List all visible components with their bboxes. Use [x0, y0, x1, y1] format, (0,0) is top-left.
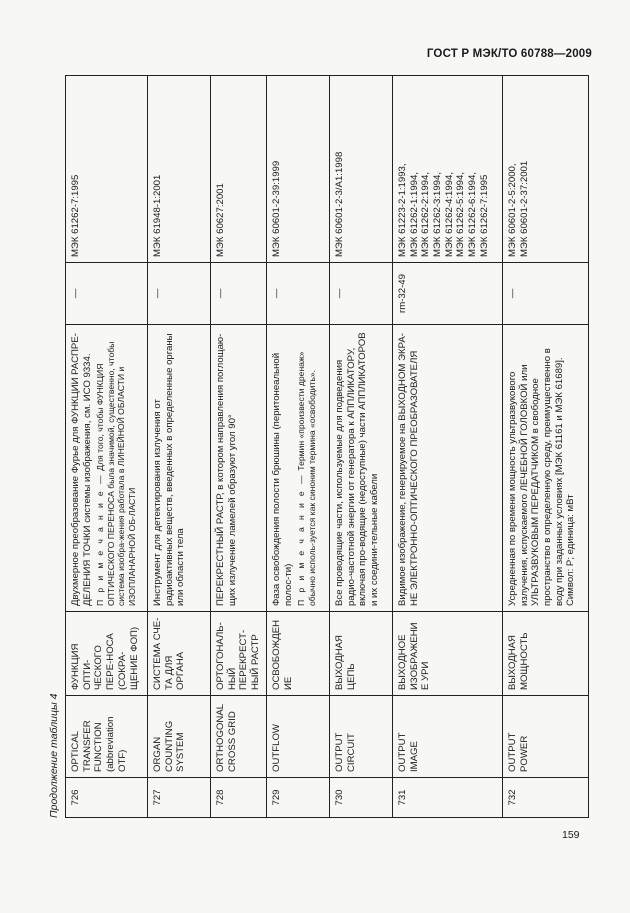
table-caption: Продолжение таблицы 4: [48, 693, 60, 818]
term-standards: [329, 76, 392, 263]
term-definition: [211, 325, 267, 612]
table-row: [329, 76, 392, 818]
term-definition: [66, 325, 148, 612]
standard-ref: МЭК 60601-2-37:2001: [518, 160, 530, 257]
definition-text: Фаза освобождения полости брюшины (перитонеальной полос-ти): [270, 352, 294, 606]
term-reference: —: [502, 263, 588, 325]
term-number: 732: [502, 778, 588, 818]
standard-ref: МЭК 61262-5:1994,: [455, 171, 467, 257]
table-row: [148, 76, 211, 818]
definition-note: [296, 330, 317, 606]
term-standards: [392, 76, 502, 263]
term-english: ORGAN COUNTING SYSTEM: [148, 696, 211, 778]
term-number: 728: [211, 778, 267, 818]
term-reference: rm-32-49: [392, 263, 502, 325]
terms-table-body: [66, 76, 589, 818]
standard-ref: МЭК 60601-2-5:2000,: [506, 163, 518, 257]
table-row: [211, 76, 267, 818]
standard-ref: МЭК 61262-3:1994,: [431, 171, 443, 257]
term-english: ORTHOGONAL CROSS GRID: [211, 696, 267, 778]
standard-ref: МЭК 61262-7:1995: [70, 174, 81, 257]
term-standards: [66, 76, 148, 263]
page-number: 159: [562, 829, 580, 841]
definition-text: Видимое изображение, генерируемое на ВЫХОДНОМ ЭКРА-НЕ ЭЛЕКТРОННО-ОПТИЧЕСКОГО ПРЕОБРАЗОВАТЕЛЯ: [396, 333, 420, 606]
term-reference: —: [329, 263, 392, 325]
table-row: [392, 76, 502, 818]
term-english: OPTICAL TRANSFER FUNCTION (abbreviation OTF): [66, 696, 148, 778]
standard-ref: МЭК 61262-7:1995: [478, 174, 490, 257]
term-number: 730: [329, 778, 392, 818]
term-reference: —: [211, 263, 267, 325]
table-row: [266, 76, 329, 818]
definition-note: [95, 330, 137, 606]
term-number: 727: [148, 778, 211, 818]
term-standards: [148, 76, 211, 263]
definition-text: Все проводящие части, используемые для подведения радио-частотной энергии от генератора к АППЛИКАТОРУ, включая про-водящие (недоступные) части АППЛИКАТОРОВ и их соедини-тельные кабели: [333, 332, 380, 606]
term-russian: ВЫХОДНАЯ МОЩНОСТЬ: [502, 612, 588, 696]
term-standards: [266, 76, 329, 263]
definition-text: Инструмент для детектирования излучения от радиоактивных веществ, введенных в определенные органы или области тела: [152, 333, 187, 606]
definition-text: ПЕРЕКРЕСТНЫЙ РАСТР, в котором направления поглощаю-щих излучение ламелей образуют угол 90°: [215, 333, 238, 606]
term-russian: ОСВОБОЖДЕНИЕ: [266, 612, 329, 696]
term-number: 729: [266, 778, 329, 818]
term-number: 726: [66, 778, 148, 818]
term-reference: —: [66, 263, 148, 325]
standard-ref: МЭК 61262-6:1994,: [467, 171, 479, 257]
term-standards: [211, 76, 267, 263]
table-row: [66, 76, 148, 818]
document-header: ГОСТ Р МЭК/ТО 60788—2009: [426, 48, 592, 60]
table-row: [502, 76, 588, 818]
note-text: Термин «произвести дренаж» обычно исполь-зуется как синоним термина «освободить».: [296, 351, 317, 606]
term-russian: ОРТОГОНАЛЬ-НЫЙ ПЕРЕКРЕСТ-НЫЙ РАСТР: [211, 612, 267, 696]
note-label: П р и м е ч а н и е —: [95, 473, 106, 606]
term-english: OUTPUT POWER: [502, 696, 588, 778]
note-text: Для того, чтобы ФУНКЦИЯ ОПТИЧЕСКОГО ПЕРЕНОСА была значимой, существенно, чтобы система изобра-жения работала в ЛИНЕЙНОЙ ОБЛАСТИ и ИЗОПЛАНАРНОЙ ОБ-ЛАСТИ: [95, 341, 137, 606]
standard-ref: МЭК 60601-2-39:1999: [270, 160, 282, 257]
standard-ref: МЭК 61948-1:2001: [152, 174, 163, 257]
terms-table: [65, 75, 589, 818]
term-definition: [329, 325, 392, 612]
term-english: OUTPUT IMAGE: [392, 696, 502, 778]
term-russian: ВЫХОДНОЕ ИЗОБРАЖЕНИЕ УРИ: [392, 612, 502, 696]
term-russian: СИСТЕМА СЧЕ-ТА ДЛЯ ОРГАНА: [148, 612, 211, 696]
definition-text: Двухмерное преобразование Фурье для ФУНКЦИИ РАСПРЕ-ДЕЛЕНИЯ ТОЧКИ системы изображения, см. ИСО 9334.: [70, 333, 93, 606]
rotated-table-region: [44, 76, 577, 818]
standard-ref: МЭК 61262-1:1994,: [408, 171, 420, 257]
note-label: П р и м е ч а н и е —: [296, 473, 307, 606]
term-russian: ВЫХОДНАЯ ЦЕПЬ: [329, 612, 392, 696]
standard-ref: МЭК 60627:2001: [215, 183, 226, 257]
standard-ref: МЭК 61223-2-1:1993,: [396, 163, 408, 257]
term-definition: [148, 325, 211, 612]
definition-text: Усредненная по времени мощность ультразвукового излучения, испускаемого ЛЕЧЕБНОЙ ГОЛОВКОЙ или УЛЬТРАЗВУКОВЫМ ПЕРЕДАТЧИКОМ в свободное пространство в определенную среду, преимущественно в воду при заданных условиях [МЭК 61161 и МЭК 61689]. Символ: P; единица: мВт: [506, 348, 577, 606]
standard-ref: МЭК 60601-2-3/А1:1998: [333, 151, 345, 257]
term-english: OUTFLOW: [266, 696, 329, 778]
term-number: 731: [392, 778, 502, 818]
term-reference: —: [266, 263, 329, 325]
term-reference: —: [148, 263, 211, 325]
standard-ref: МЭК 61262-2:1994,: [420, 171, 432, 257]
term-russian: ФУНКЦИЯ ОПТИ-ЧЕСКОГО ПЕРЕ-НОСА (СОКРА-ЩЕНИЕ ФОП): [66, 612, 148, 696]
term-definition: [392, 325, 502, 612]
term-definition: [502, 325, 588, 612]
term-definition: [266, 325, 329, 612]
standard-ref: МЭК 61262-4:1994,: [443, 171, 455, 257]
term-english: OUTPUT CIRCUIT: [329, 696, 392, 778]
term-standards: [502, 76, 588, 263]
